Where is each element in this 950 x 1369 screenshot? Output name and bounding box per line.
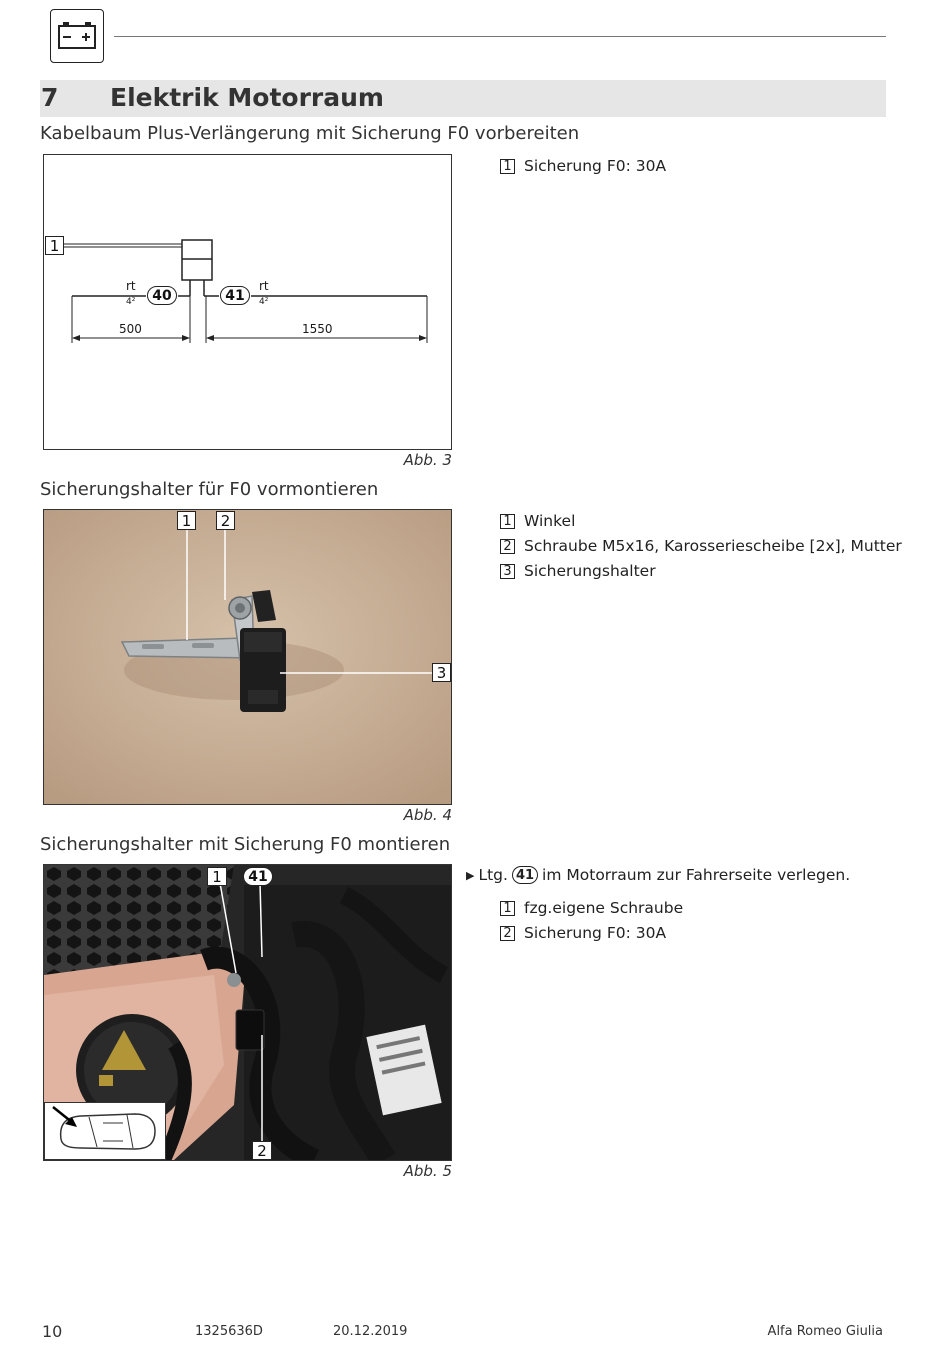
chapter-number: 7	[41, 83, 59, 112]
item-text: Schraube M5x16, Karosseriescheibe [2x], Mutter	[524, 537, 902, 555]
step-prefix: Ltg.	[478, 866, 508, 884]
list-item	[500, 562, 656, 580]
figure-caption-4: Abb. 4	[403, 806, 452, 824]
item-text: Sicherungshalter	[524, 562, 656, 580]
item-text: Sicherung F0: 30A	[524, 924, 667, 942]
photo5-callout-1: 1	[207, 867, 227, 886]
diagram-callout-1: 1	[45, 236, 64, 255]
figure-caption-3: Abb. 3	[403, 451, 452, 469]
document-date: 20.12.2019	[333, 1324, 408, 1339]
battery-icon	[50, 9, 104, 63]
item-text: Winkel	[524, 512, 576, 530]
wire-41-length: 1550	[302, 322, 333, 336]
wire-41-id: 41	[220, 286, 250, 305]
photo4-callout-1: 1	[177, 511, 196, 530]
item-number: 2	[500, 539, 515, 554]
photo4-callout-2: 2	[216, 511, 235, 530]
list-item	[500, 537, 902, 555]
car-top-view-icon	[44, 1102, 166, 1160]
list-item	[500, 924, 666, 942]
vehicle-name: Alfa Romeo Giulia	[767, 1324, 883, 1339]
document-number: 1325636D	[195, 1324, 263, 1339]
photo5-callout-2: 2	[252, 1141, 272, 1160]
instruction-step	[466, 866, 850, 884]
step-text: im Motorraum zur Fahrerseite verlegen.	[542, 866, 851, 884]
list-item	[500, 157, 666, 175]
wire-40-color: rt	[126, 279, 136, 293]
item-text: fzg.eigene Schraube	[524, 899, 684, 917]
header-rule	[114, 36, 886, 37]
wiring-diagram	[43, 154, 452, 450]
section-title-2: Sicherungshalter für F0 vormontieren	[40, 479, 379, 500]
wire-40-gauge: 4²	[126, 297, 136, 307]
photo4-callout-3: 3	[432, 663, 451, 682]
item-number: 1	[500, 514, 515, 529]
wire-41-color: rt	[259, 279, 269, 293]
figure-caption-5: Abb. 5	[403, 1162, 452, 1180]
list-item	[500, 512, 575, 530]
page-number: 10	[42, 1322, 63, 1341]
engine-bay-photo	[43, 864, 452, 1161]
wire-41-gauge: 4²	[259, 297, 269, 307]
photo5-callout-41: 41	[243, 867, 273, 886]
section-title-1: Kabelbaum Plus-Verlängerung mit Sicherung F0 vorbereiten	[40, 123, 580, 144]
chapter-title: Elektrik Motorraum	[110, 83, 384, 112]
item-number: 1	[500, 159, 515, 174]
item-text: Sicherung F0: 30A	[524, 157, 667, 175]
wire-40-length: 500	[119, 322, 142, 336]
item-number: 1	[500, 901, 515, 916]
item-number: 3	[500, 564, 515, 579]
triangle-bullet-icon: ▶	[466, 868, 475, 882]
list-item	[500, 899, 683, 917]
fuse-holder-photo	[43, 509, 452, 805]
section-title-3: Sicherungshalter mit Sicherung F0 montieren	[40, 834, 451, 855]
step-wire-ref: 41	[512, 866, 538, 884]
wire-40-id: 40	[147, 286, 177, 305]
item-number: 2	[500, 926, 515, 941]
